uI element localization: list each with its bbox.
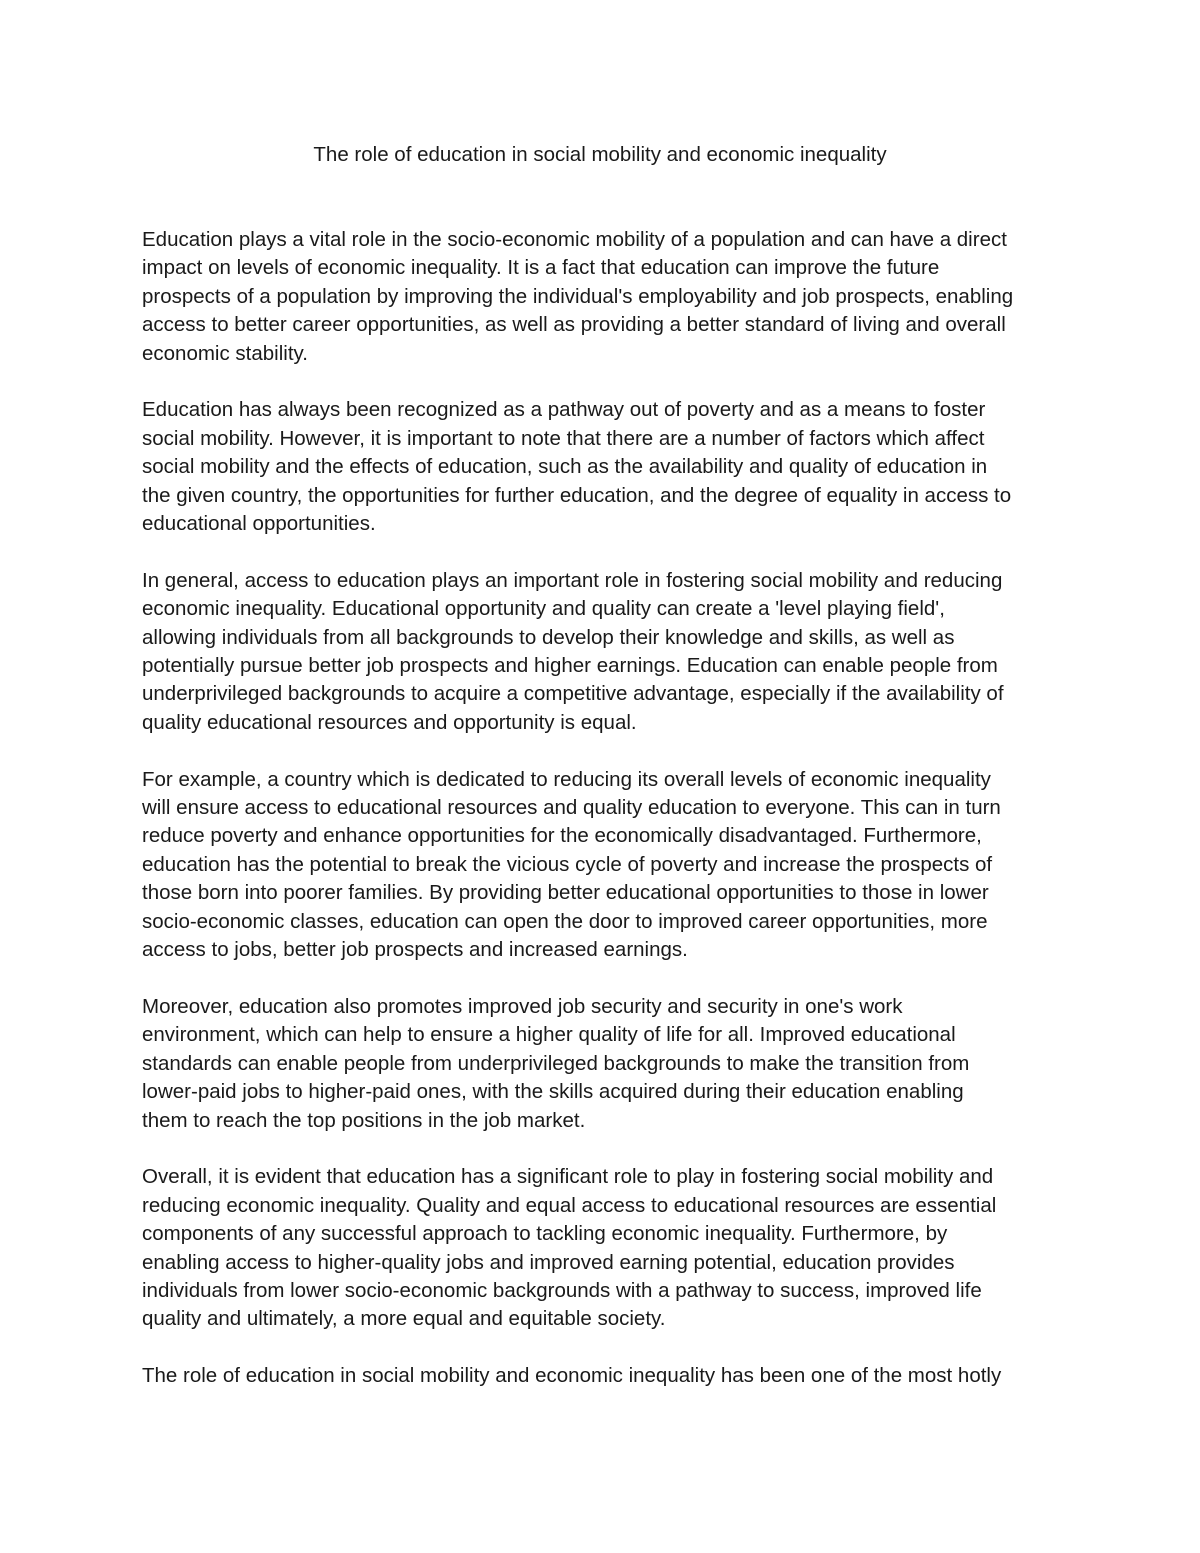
- paragraph-1: [142, 226, 1072, 368]
- paragraph-line: allowing individuals from all backgrounds to develop their knowledge and skills, as well as: [142, 625, 955, 649]
- paragraph-line: For example, a country which is dedicated to reducing its overall levels of economic inequality: [142, 767, 991, 791]
- paragraph-line: underprivileged backgrounds to acquire a competitive advantage, especially if the availability of: [142, 682, 1004, 706]
- paragraph-line: access to better career opportunities, as well as providing a better standard of living and overall: [142, 313, 1006, 337]
- paragraph-line: the given country, the opportunities for further education, and the degree of equality in access to: [142, 483, 1012, 507]
- paragraph-line: components of any successful approach to tackling economic inequality. Furthermore, by: [142, 1222, 948, 1246]
- paragraph-line: economic stability.: [142, 341, 308, 365]
- paragraph-line: Education has always been recognized as a pathway out of poverty and as a means to foster: [142, 398, 986, 422]
- paragraph-5: [142, 993, 1072, 1135]
- paragraph-line: potentially pursue better job prospects and higher earnings. Education can enable people from: [142, 654, 998, 678]
- paragraph-line: standards can enable people from underprivileged backgrounds to make the transition from: [142, 1051, 970, 1075]
- paragraph-line: social mobility and the effects of education, such as the availability and quality of education in: [142, 455, 988, 479]
- paragraph-line: quality educational resources and opportunity is equal.: [142, 710, 637, 734]
- paragraph-line: impact on levels of economic inequality. It is a fact that education can improve the future: [142, 256, 940, 280]
- paragraph-3: [142, 567, 1072, 737]
- paragraph-line: quality and ultimately, a more equal and equitable society.: [142, 1307, 666, 1331]
- paragraph-2: [142, 396, 1072, 538]
- paragraph-line: them to reach the top positions in the job market.: [142, 1108, 586, 1132]
- paragraph-line: economic inequality. Educational opportunity and quality can create a 'level playing field',: [142, 597, 945, 621]
- paragraph-line: will ensure access to educational resources and quality education to everyone. This can in turn: [142, 796, 1001, 820]
- paragraph-line: socio-economic classes, education can open the door to improved career opportunities, more: [142, 909, 988, 933]
- paragraph-line: reducing economic inequality. Quality and equal access to educational resources are essential: [142, 1193, 997, 1217]
- paragraph-line: Overall, it is evident that education has a significant role to play in fostering social mobility and: [142, 1165, 994, 1189]
- paragraph-line: those born into poorer families. By providing better educational opportunities to those in lower: [142, 881, 989, 905]
- paragraph-line: reduce poverty and enhance opportunities for the economically disadvantaged. Furthermore,: [142, 824, 982, 848]
- paragraph-line: individuals from lower socio-economic backgrounds with a pathway to success, improved life: [142, 1278, 982, 1302]
- paragraph-4: [142, 766, 1072, 965]
- paragraph-6: [142, 1163, 1072, 1333]
- paragraph-line: Moreover, education also promotes improved job security and security in one's work: [142, 994, 903, 1018]
- paragraph-7: [142, 1362, 1072, 1390]
- paragraph-line: environment, which can help to ensure a higher quality of life for all. Improved educational: [142, 1023, 956, 1047]
- paragraph-line: lower-paid jobs to higher-paid ones, with the skills acquired during their education enabling: [142, 1080, 964, 1104]
- paragraph-line: educational opportunities.: [142, 512, 376, 536]
- paragraph-line: Education plays a vital role in the socio-economic mobility of a population and can have a direct: [142, 228, 1007, 251]
- paragraph-line: prospects of a population by improving the individual's employability and job prospects, enabling: [142, 284, 1014, 308]
- paragraph-line: In general, access to education plays an important role in fostering social mobility and reducing: [142, 568, 1003, 592]
- paragraph-line: education has the potential to break the vicious cycle of poverty and increase the prospects of: [142, 852, 993, 876]
- paragraph-line: access to jobs, better job prospects and increased earnings.: [142, 938, 688, 962]
- document-title: The role of education in social mobility and economic inequality: [313, 143, 887, 166]
- document-body: [142, 226, 1072, 1419]
- paragraph-line: social mobility. However, it is important to note that there are a number of factors which affect: [142, 426, 985, 450]
- paragraph-line: enabling access to higher-quality jobs and improved earning potential, education provides: [142, 1250, 955, 1274]
- paragraph-line: The role of education in social mobility and economic inequality has been one of the most hotly: [142, 1364, 1002, 1388]
